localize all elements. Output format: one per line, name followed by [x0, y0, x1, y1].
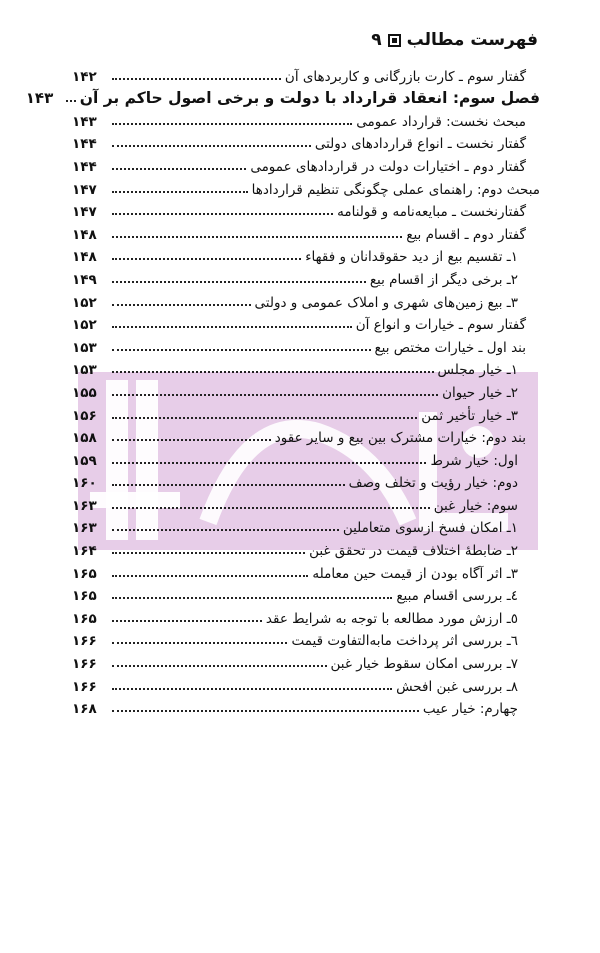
dot-leader [112, 123, 352, 125]
toc-entry-page: ۱۶۵ [72, 588, 97, 605]
toc-entry-page: ۱۴۸ [72, 249, 97, 266]
toc-entry-title: دوم: خیار رؤیت و تخلف وصف [348, 475, 518, 492]
dot-leader [112, 575, 308, 577]
toc-entry-page: ۱۶۶ [72, 633, 97, 650]
toc-entry-title: مبحث دوم: راهنمای عملی چگونگی تنظیم قراردادها [251, 181, 540, 198]
dot-leader [112, 462, 426, 464]
toc-entry-title: اول: خیار شرط [430, 452, 518, 469]
dot-leader [112, 281, 366, 283]
dot-leader [112, 78, 281, 80]
square-ornament-icon [388, 34, 401, 47]
toc-entry-page: ۱۴۹ [72, 271, 97, 288]
toc-entry-title: ۳ـ خیار تأخیر ثمن [421, 407, 518, 424]
header-page-number: ۹ [371, 30, 382, 50]
toc-entry [72, 695, 540, 718]
toc-entry [72, 130, 540, 153]
toc-entry-title: ۲ـ خیار حیوان [442, 384, 518, 401]
toc-entry-page: ۱۵۳ [72, 362, 97, 379]
toc-entry [72, 469, 540, 492]
toc-entry [72, 378, 540, 401]
toc-entry-page: ۱۴۳ [72, 113, 97, 130]
toc-entry-page: ۱۵۳ [72, 339, 97, 356]
dot-leader [66, 100, 76, 102]
toc-entry-page: ۱۶۳ [72, 497, 97, 514]
header-title: فهرست مطالب [406, 30, 538, 50]
toc-entry-title: ٦ـ بررسی اثر پرداخت مابه‌التفاوت قیمت [291, 633, 518, 650]
toc-entry [72, 356, 540, 379]
dot-leader [112, 620, 262, 622]
toc-entry [72, 401, 540, 424]
toc-entry-page: ۱۶۵ [72, 610, 97, 627]
toc-entry-page: ۱۵۸ [72, 430, 97, 447]
toc-entry-page: ۱۵۲ [72, 317, 97, 334]
toc-entry-title: گفتار نخست ـ انواع قراردادهای دولتی [314, 136, 526, 153]
toc-entry-title: ۱ـ امکان فسخ ازسوی متعاملین [342, 520, 518, 537]
dot-leader [112, 507, 430, 509]
toc-entry-title: ۳ـ اثر آگاه بودن از قیمت حین معامله [312, 565, 518, 582]
toc-entry [72, 446, 540, 469]
dot-leader [112, 529, 339, 531]
toc-entry-title: ٥ـ ارزش مورد مطالعه با توجه به شرایط عقد [265, 610, 518, 627]
dot-leader [112, 484, 345, 486]
toc-entry [72, 649, 540, 672]
dot-leader [112, 145, 311, 147]
toc-entry-title: بند دوم: خیارات مشترک بین بیع و سایر عقود [274, 430, 526, 447]
toc-entry [72, 536, 540, 559]
toc-entry-title: ۱ـ تقسیم بیع از دید حقوقدانان و فقهاء [305, 249, 518, 266]
toc-entry [72, 604, 540, 627]
toc-entry-title: بند اول ـ خیارات مختص بیع [374, 339, 526, 356]
dot-leader [112, 439, 271, 441]
toc-entry-page: ۱۴۳ [25, 89, 54, 108]
dot-leader [112, 394, 438, 396]
toc-entry [72, 107, 540, 130]
dot-leader [112, 349, 371, 351]
toc-entry-page: ۱۴۷ [72, 181, 97, 198]
toc-entry-page: ۱۴۸ [72, 226, 97, 243]
toc-entry-title: ۸ـ بررسی غبن افحش [396, 678, 518, 695]
table-of-contents [25, 62, 540, 718]
toc-entry-page: ۱۵۶ [72, 407, 97, 424]
dot-leader [112, 710, 419, 712]
dot-leader [112, 417, 417, 419]
toc-entry [72, 582, 540, 605]
toc-entry-title: ۲ـ ضابطهٔ اختلاف قیمت در تحقق غبن [309, 543, 518, 560]
dot-leader [112, 642, 287, 644]
dot-leader [112, 597, 392, 599]
toc-entry-page: ۱۶۶ [72, 656, 97, 673]
dot-leader [112, 304, 251, 306]
toc-entry-page: ۱۶۸ [72, 701, 97, 718]
toc-entry-page: ۱۴۷ [72, 204, 97, 221]
toc-entry-page: ۱۵۲ [72, 294, 97, 311]
toc-entry-title: گفتار دوم ـ اختیارات دولت در قراردادهای عمومی [250, 158, 526, 175]
dot-leader [112, 688, 392, 690]
dot-leader [112, 326, 352, 328]
toc-entry-title: مبحث نخست: قرارداد عمومی [356, 113, 526, 130]
dot-leader [112, 258, 301, 260]
toc-entry-page: ۱۴۲ [72, 68, 97, 85]
toc-entry-page: ۱۵۵ [72, 384, 97, 401]
toc-entry-page: ۱۴۴ [72, 136, 97, 153]
toc-entry-page: ۱۴۴ [72, 158, 97, 175]
toc-entry [72, 514, 540, 537]
toc-entry-title: ۲ـ برخی دیگر از اقسام بیع [369, 271, 518, 288]
toc-entry [72, 265, 540, 288]
toc-entry-title: گفتارنخست ـ مبایعه‌نامه و قولنامه [337, 204, 526, 221]
toc-entry [72, 491, 540, 514]
dot-leader [112, 168, 246, 170]
dot-leader [112, 191, 248, 193]
toc-entry-page: ۱۶۴ [72, 543, 97, 560]
toc-entry [72, 559, 540, 582]
toc-entry-page: ۱۶۰ [72, 475, 97, 492]
toc-entry [72, 311, 540, 334]
dot-leader [112, 552, 305, 554]
toc-entry [72, 288, 540, 311]
toc-entry-title: سوم: خیار غبن [433, 497, 518, 514]
dot-leader [112, 371, 434, 373]
toc-entry-title: ۷ـ بررسی امکان سقوط خیار غبن [330, 656, 518, 673]
toc-entry [72, 424, 540, 447]
toc-entry [72, 198, 540, 221]
toc-entry-title: گفتار سوم ـ کارت بازرگانی و کاربردهای آن [284, 68, 526, 85]
toc-entry-title: گفتار دوم ـ اقسام بیع [406, 226, 526, 243]
toc-entry-title: ۱ـ خیار مجلس [437, 362, 518, 379]
toc-entry [72, 672, 540, 695]
toc-entry [72, 152, 540, 175]
toc-entry [72, 175, 540, 198]
dot-leader [112, 236, 402, 238]
toc-entry [72, 62, 540, 85]
toc-entry-title: ٤ـ بررسی اقسام مبیع [396, 588, 518, 605]
toc-entry-title: ۳ـ بیع زمین‌های شهری و املاک عمومی و دولتی [254, 294, 518, 311]
toc-entry-page: ۱۵۹ [72, 452, 97, 469]
toc-entry-title: چهارم: خیار عیب [422, 701, 518, 718]
toc-entry-title: فصل سوم: انعقاد قرارداد با دولت و برخی اصول حاکم بر آن [79, 89, 540, 108]
dot-leader [112, 665, 327, 667]
toc-chapter-entry [25, 85, 540, 108]
dot-leader [112, 213, 333, 215]
toc-entry [72, 220, 540, 243]
toc-entry [72, 333, 540, 356]
toc-entry [72, 243, 540, 266]
toc-entry [72, 627, 540, 650]
toc-entry-page: ۱۶۵ [72, 565, 97, 582]
toc-entry-page: ۱۶۶ [72, 678, 97, 695]
toc-entry-page: ۱۶۳ [72, 520, 97, 537]
running-header [371, 30, 538, 50]
toc-entry-title: گفتار سوم ـ خیارات و انواع آن [355, 317, 526, 334]
